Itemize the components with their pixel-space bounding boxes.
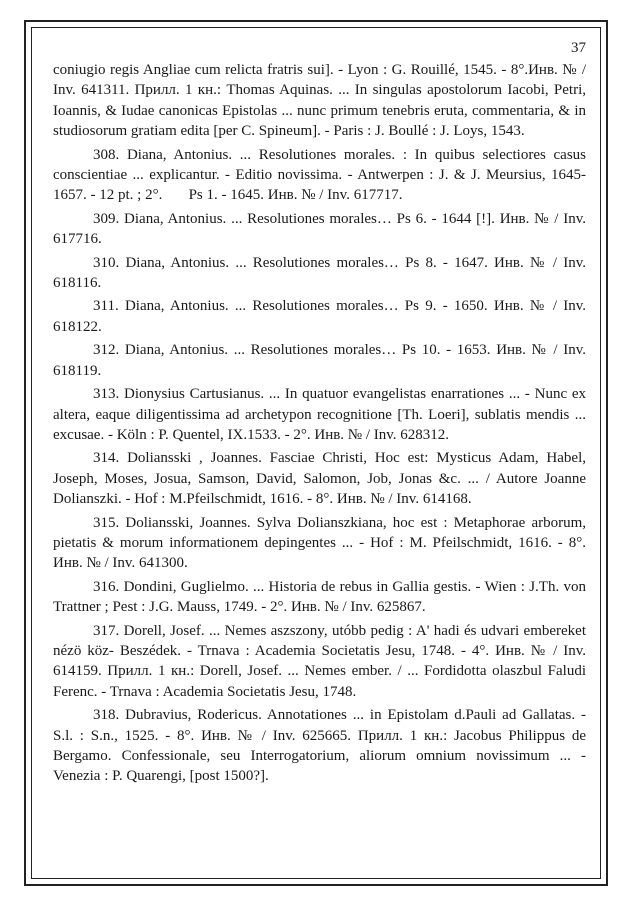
entry-number: 316.	[93, 578, 120, 595]
catalog-entry-315	[53, 513, 586, 574]
entry-text: Diana, Antonius. ... Resolutiones morales… Ps 9. - 1650. Инв. № / Inv. 618122.	[53, 298, 587, 335]
entry-text: Diana, Antonius. ... Resolutiones morales… Ps 8. - 1647. Инв. № / Inv. 618116.	[53, 254, 587, 292]
catalog-entry-318	[53, 705, 586, 787]
entry-text: Diana, Antonius. ... Resolutiones morales. : In quibus selectiores casus conscientiae ... explicantur. - Editio novissima. - Antwerpen : J. & J. Meursius, 1645-1657. - 12 pt. ; 2°. Ps 1. - 1645. Инв. № / Inv. 617717.	[53, 146, 590, 204]
entry-number: 309.	[93, 210, 120, 227]
entry-number: 314.	[93, 450, 120, 467]
page-number: 37	[571, 40, 586, 56]
catalog-entry-309	[53, 209, 586, 250]
entry-number: 311.	[93, 298, 119, 315]
catalog-entry-312	[53, 340, 586, 381]
catalog-entry-317	[53, 621, 586, 703]
entry-number: 315.	[93, 514, 120, 531]
entry-text: Dubravius, Rodericus. Annotationes ... in Epistolam d.Pauli ad Gallatas. - S.l. : S.n., 1525. - 8°. Инв. № / Inv. 625665. Прилл. 1 кн.: Jacobus Philippus de Bergamo. Confessionale, seu Interrogatorium, aliorum omnium novissimum ... - Venezia : P. Quarengi, [post 1500?].	[53, 707, 586, 785]
entry-text: coniugio regis Angliae cum relicta fratris sui]. - Lyon : G. Rouillé, 1545. - 8°.Инв. № / Inv. 641311. Прилл. 1 кн.: Thomas Aquinas. ... In singulas apostolorum Iacobi, Petri, Ioannis, & Iudae canonicas Epistolas ... nunc primum tenebris eruta, commentaria, & in studiosorum gratiam edita [per C. Spineum]. - Paris : J. Boullé : J. Loys, 1543.	[53, 62, 586, 140]
catalog-entry-313	[53, 384, 586, 445]
catalog-entry-308	[53, 145, 590, 206]
entry-text: Diana, Antonius. ... Resolutiones morales… Ps 6. - 1644 [!]. Инв. № / Inv. 617716.	[53, 210, 587, 248]
entry-text: Dionysius Cartusianus. ... In quatuor evangelistas enarrationes ... - Nunc ex altera, eaque diligentissima ad archetypon recognitione [Th. Loeri], sublatis mendis ... excusae. - Köln : P. Quentel, IX.1533. - 2°. Инв. № / Inv. 628312.	[53, 386, 587, 443]
entry-number: 308.	[93, 146, 120, 163]
entry-number: 317.	[93, 622, 120, 639]
entry-number: 310.	[93, 254, 120, 271]
catalog-entry-continued	[53, 60, 586, 142]
entry-text: Doliansski , Joannes. Fasciae Christi, Hoc est: Mysticus Adam, Habel, Joseph, Moses, Josua, Samson, David, Salomon, Job, Jonas &c. ... / Autore Joanne Dolianszki. - Hof : M.Pfeilschmidt, 1616. - 8°. Инв. № / Inv. 614168.	[53, 450, 587, 508]
entry-text: Diana, Antonius. ... Resolutiones morales… Ps 10. - 1653. Инв. № / Inv. 618119.	[53, 342, 586, 379]
entry-text: Dorell, Josef. ... Nemes aszszony, utóbb pedig : A' hadi és udvari embereket nézö köz- Beszédek. - Trnava : Academia Societatis Jesu, 1748. - 4°. Инв. № / Inv. 614159. Прилл. 1 кн.: Dorell, Josef. ... Nemes ember. / ... Fordidotta olaszbul Faludi Ferenc. - Trnava : Academia Societatis Jesu, 1748.	[53, 622, 586, 700]
entry-number: 313.	[93, 386, 120, 403]
catalog-entry-310	[53, 253, 586, 294]
entry-text: Dondini, Guglielmo. ... Historia de rebus in Gallia gestis. - Wien : J.Th. von Trattner ; Pest : J.G. Mauss, 1749. - 2°. Инв. № / Inv. 625867.	[53, 578, 587, 616]
entry-number: 312.	[93, 342, 120, 359]
entry-text: Doliansski, Joannes. Sylva Dolianszkiana, hoc est : Metaphorae arborum, pietatis & morum informationem depingentes ... - Hof : M. Pfeilschmidt, 1616. - 8°. Инв. № / Inv. 641300.	[53, 514, 587, 572]
catalog-entry-316	[53, 577, 586, 618]
entry-number: 318.	[93, 707, 120, 724]
catalog-entry-311	[53, 296, 586, 337]
catalog-entry-314	[53, 448, 586, 509]
catalog-page	[53, 40, 590, 790]
